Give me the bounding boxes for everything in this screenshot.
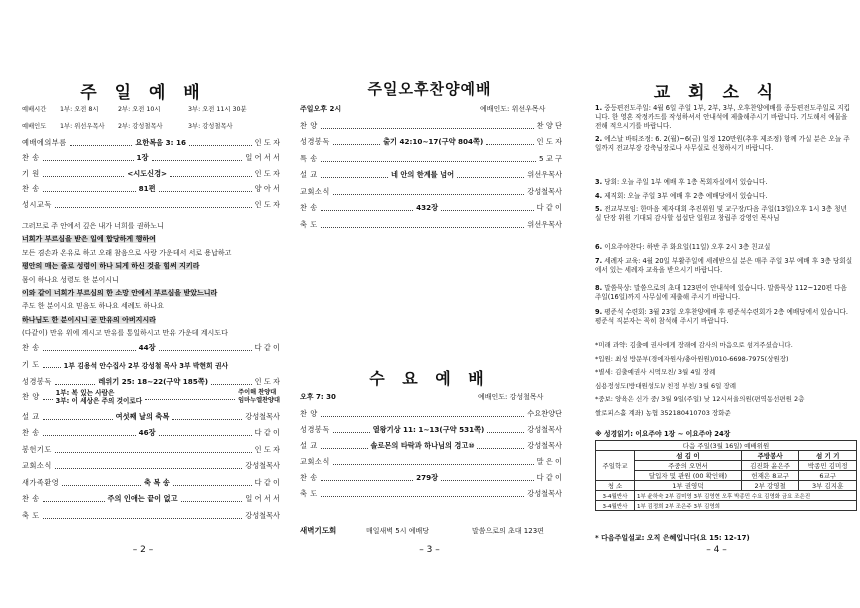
order-row xyxy=(300,472,562,483)
worship-leader-3: 3부: 강성철목사 xyxy=(188,123,233,130)
order-content: 솔로몬의 타락과 하나님의 경고⑩ xyxy=(370,440,475,450)
order-role: 위선우목사 xyxy=(527,170,563,179)
order-role: 강성철목사 xyxy=(245,411,280,421)
order-row xyxy=(22,184,280,195)
order-content: 432장 xyxy=(416,203,439,212)
order-row xyxy=(300,120,562,131)
responsive-reading-line: 하나님도 한 분이시니 곧 만유의 아버지시라 xyxy=(22,315,156,324)
table-cell: 달입자 및 관원 (00 확인해) xyxy=(635,471,742,481)
sunday-afternoon-title: 주일오후찬양예배 xyxy=(367,80,492,98)
order-row-prayer: 기 도 1부 김용석 안수집사 2부 강성철 목사 3부 박현희 권사 xyxy=(22,359,229,370)
order-label: 봉헌기도 xyxy=(22,444,52,454)
order-row xyxy=(22,137,280,148)
order-content: <시도신경> xyxy=(127,168,168,178)
order-content: 1장 xyxy=(136,153,149,162)
notice-extra: 쌀로피스홀 계좌) 농협 352180410703 장화준 xyxy=(595,408,731,417)
order-label: 찬 송 xyxy=(22,184,40,193)
order-label: 설 교 xyxy=(300,440,318,450)
order-content: 279장 xyxy=(416,472,439,482)
table-row-key: 청 소 xyxy=(596,481,635,491)
order-row xyxy=(300,153,562,164)
order-role: 다 같 이 xyxy=(254,428,280,437)
order-content: 여섯째 날의 축복 xyxy=(115,411,170,421)
table-cell: 1부 김정희 2부 조은주 3부 김영희 xyxy=(635,501,857,511)
notice-extra: *중보: 양육은 신가 중/ 3월 9일(주일) 낮 12시서울의원(편역동선편원 2층 xyxy=(595,395,805,403)
order-content: 46장 xyxy=(138,428,156,437)
table-header: 주방봉사 xyxy=(741,451,799,461)
order-role: 강성철목사 xyxy=(527,440,562,450)
order-label: 축 도 xyxy=(300,488,318,498)
order-label: 예배에의부름 xyxy=(22,137,67,147)
notice-item: 3. 당회: 오늘 주일 1부 예배 후 1층 목회자실에서 있습니다. xyxy=(595,178,768,186)
order-label: 교회소식 xyxy=(300,456,330,466)
order-content: 주의 인애는 끝이 없고 xyxy=(107,494,178,503)
order-row xyxy=(300,424,562,435)
notice-item: 9. 평준석 수련회: 3월 23일 오후찬양예배 후 평준석수련회가 2층 예배당에서 있습니다. 평준석 직분자는 꼭히 참석해 주시기 바랍니다. xyxy=(595,308,848,326)
order-label: 교회소식 xyxy=(300,186,330,196)
order-row xyxy=(22,428,280,439)
order-row: 찬 송 44장 다 같 이 xyxy=(22,342,280,352)
bulletin-page-2 xyxy=(0,0,286,608)
order-row-choir: 찬 양 1부: 복 있는 사람은 3부: 이 세상은 주의 것이로다 주이해 찬양대 임마누엘찬양대 xyxy=(22,388,280,405)
page-number: – 2 – xyxy=(132,545,154,555)
order-label: 성경봉독 xyxy=(300,424,330,434)
order-role: 다 같 이 xyxy=(536,472,562,482)
responsive-reading-line: 이와 같이 너희가 부르심의 한 소망 안에서 부르심을 받았느니라 xyxy=(22,289,218,297)
table-row-key: 주일학교 xyxy=(596,451,635,481)
table-cell: 1부 권영덕 xyxy=(635,481,742,491)
table-row-key: 3-4월반사 xyxy=(596,491,635,501)
notice-extra: *입원: 최성 방문부(경에자원사/충아원원)/010-6698-7975(상원장) xyxy=(595,354,789,363)
order-row xyxy=(300,488,562,499)
worship-time-1: 1부: 오전 8시 xyxy=(60,106,99,113)
order-row xyxy=(22,199,280,210)
order-role: 찬 양 단 xyxy=(536,120,562,130)
order-row xyxy=(300,456,562,467)
order-row: 성경봉독 레위기 25: 18~22(구약 185쪽) 인 도 자 xyxy=(22,376,280,386)
order-role: 다 같 이 xyxy=(254,477,280,487)
table-header: 섬 김 이 xyxy=(635,451,742,461)
order-role: 인 도 자 xyxy=(536,137,563,146)
worship-leader-1: 1부: 위선우목사 xyxy=(60,123,105,130)
order-role: 일 어 서 서 xyxy=(245,153,281,162)
page-number: – 4 – xyxy=(706,545,727,555)
table-cell: 박종민 김미정 xyxy=(799,461,857,471)
worship-committee-table xyxy=(595,440,857,511)
order-role: 인 도 자 xyxy=(254,444,280,454)
order-label: 축 도 xyxy=(300,219,318,229)
order-label: 축 도 xyxy=(22,510,40,520)
order-role: 강성철목사 xyxy=(527,488,562,498)
order-role: 인 도 자 xyxy=(254,168,280,178)
order-row xyxy=(22,168,280,179)
order-row xyxy=(300,170,562,181)
notice-item: 6. 이요주야찬다: 하반 주 화요일(11일) 오후 2시 3층 친교실 xyxy=(595,243,771,251)
worship-leader-2: 2부: 강성철목사 xyxy=(118,123,163,130)
notice-item: 7. 세례자 교육: 4월 20일 부활주일에 세례받으실 분은 매주 주일 3부 예배 후 3층 당회실에서 있는 세례자 교육을 받으시기 바랍니다. xyxy=(595,257,853,275)
table-cell: 주중의 오면서 xyxy=(635,461,742,471)
order-row xyxy=(22,411,280,422)
order-role: 위선우목사 xyxy=(527,219,562,229)
responsive-reading-line: (다같이) 만유 위에 계시고 만유를 통일하시고 만유 가운데 계시도다 xyxy=(22,329,228,338)
church-news-title: 교 회 소 식 xyxy=(653,83,780,103)
order-content: 축 복 송 xyxy=(143,477,170,487)
table-cell: 2부 강영철 xyxy=(741,481,799,491)
dawn-prayer-text: 말씀으로의 초대 123편 xyxy=(472,527,544,535)
order-role: 수요찬양단 xyxy=(527,408,562,418)
order-row xyxy=(300,137,562,148)
notice-item: 2. 에스날 바티조정: 6. 2(월)~6(금) 일정 120만원(추후 제조정) 함께 가실 분은 오늘 주일까지 전교부장 강축님장로나 사무실로 신청하시기 바랍니다. xyxy=(595,135,850,153)
order-label: 찬 양 xyxy=(300,408,318,418)
order-row xyxy=(300,203,562,214)
order-row xyxy=(22,477,280,488)
order-label: 설 교 xyxy=(22,411,40,421)
order-row xyxy=(300,186,562,197)
worship-time-3: 3부: 오전 11시 30분 xyxy=(188,106,247,113)
responsive-reading-line: 평안의 매는 줄로 성령이 하나 되게 하신 것을 힘써 지키라 xyxy=(22,262,200,271)
table-row-key: 3-4월반사 xyxy=(596,501,635,511)
notice-extra: *별세: 김출예권사 시먹모친/ 3월 4일 장례 xyxy=(595,368,716,376)
order-label: 교회소식 xyxy=(22,461,52,470)
order-label: 기 원 xyxy=(22,168,40,178)
responsive-reading-line: 몸이 하나요 성령도 한 분이시니 xyxy=(22,275,119,284)
wednesday-time: 오후 7: 30 xyxy=(300,393,336,401)
order-label: 찬 송 xyxy=(300,203,318,212)
order-row xyxy=(22,510,280,521)
dawn-prayer-label: 새벽기도회 xyxy=(300,526,337,535)
order-label: 설 교 xyxy=(300,170,318,179)
responsive-reading-line: 모든 겸손과 온유로 하고 오래 참음으로 사랑 가운데서 서로 용납하고 xyxy=(22,248,232,257)
order-content: 출기 42:10~17(구약 804쪽) xyxy=(383,137,484,146)
order-role: 강성철목사 xyxy=(527,424,562,434)
order-role: 5 교 구 xyxy=(538,153,562,163)
order-row xyxy=(22,494,280,505)
order-label: 찬 송 xyxy=(22,428,40,437)
page-number: – 3 – xyxy=(419,545,440,555)
notice-item: 1. 중등편전도주일: 4월 6일 주일 1부, 2부, 3부, 오후찬양예배를 종등편전도주일로 지킵니다. 한 영혼 작정카드를 작성하셔서 안내석에 제출해주시기 바랍니다. 기도해서 예물을 전해 적으시기를 바랍니다. xyxy=(595,104,851,131)
order-row xyxy=(22,153,280,164)
order-role: 인 도 자 xyxy=(254,137,281,147)
order-content: 열왕기상 11: 1~13(구약 531쪽) xyxy=(372,424,485,434)
bulletin-page-4 xyxy=(573,0,860,608)
table-cell: 6교구 xyxy=(799,471,857,481)
responsive-reading-line: 그러므로 주 안에서 깊은 내가 너희를 권하노니 xyxy=(22,222,164,230)
table-header: 섬 기 기 xyxy=(799,451,857,461)
order-role: 강성철목사 xyxy=(245,461,280,470)
sunday-worship-title: 주 일 예 배 xyxy=(80,83,206,103)
order-content: 81편 xyxy=(138,184,156,193)
order-role: 인 도 자 xyxy=(254,199,280,209)
wednesday-worship-title: 수 요 예 배 xyxy=(369,369,490,388)
order-content: 네 안의 한계를 넘어 xyxy=(390,170,455,179)
responsive-reading-line: 주도 한 분이시요 믿음도 하나요 세례도 하나요 xyxy=(22,302,164,311)
order-row xyxy=(300,219,562,230)
order-row xyxy=(300,408,562,419)
afternoon-time: 주일오후 2시 xyxy=(300,105,342,113)
order-content: 요한복음 3: 16 xyxy=(135,137,186,147)
order-label: 찬 양 xyxy=(300,120,318,130)
order-row xyxy=(22,444,280,455)
notice-item: 5. 전교부모임: 한마음 제자대회 추진위원 및 교구장/다음 주일(13일)오후 1시 3층 청년실 단장 위원 기대되 감사할 섭섭단 일원교 창립주 강영인 목사님 xyxy=(595,205,847,223)
order-role: 강성철목사 xyxy=(527,186,562,196)
notice-extra: *미래 과약: 김출예 권사에게 장래에 감사의 마음으로 섬겨주셨습니다. xyxy=(595,341,793,349)
next-sermon: * 다음주일설교: 오직 은혜입니다(요 15: 12-17) xyxy=(595,534,750,542)
afternoon-leader: 예배인도: 위선우목사 xyxy=(480,105,546,113)
order-label: 성경봉독 xyxy=(300,137,330,146)
bulletin-page-3 xyxy=(286,0,573,608)
order-role: 일 어 서 서 xyxy=(245,494,280,503)
order-row xyxy=(22,461,280,472)
order-label: 특 송 xyxy=(300,153,318,163)
responsive-reading-line: 너희가 부르심을 받은 일에 합당하게 행하여 xyxy=(22,235,156,244)
order-label: 찬 송 xyxy=(300,472,318,482)
notice-extra: 심용정성도(방대원성도)/ 친정 부친/ 3월 6일 장례 xyxy=(595,381,737,390)
table-cell: 3부 김지훈 xyxy=(799,481,857,491)
order-label: 새가족환영 xyxy=(22,477,60,487)
worship-time-2: 2부: 오전 10시 xyxy=(118,106,161,113)
bible-reading: ※ 성경읽기: 이요주야 1장 ~ 이요주야 24장 xyxy=(595,430,731,438)
table-cell: 김진화 윤은주 xyxy=(741,461,799,471)
table-cell: 1부 윤하숙 2부 김미영 3부 김영현 오후 박종민 수요 김영화 금요 조은진 xyxy=(635,491,857,501)
order-role: 양 아 서 xyxy=(254,184,280,193)
table-title: 다음 주일(3월 16일) 예배위원 xyxy=(596,441,857,451)
order-label: 성시교독 xyxy=(22,199,52,209)
notice-item: 4. 제직회: 오늘 주일 3부 예배 후 2층 예배당에서 있습니다. xyxy=(595,192,768,200)
order-role: 말 은 이 xyxy=(536,456,562,466)
order-label: 찬 송 xyxy=(22,153,40,162)
order-row xyxy=(300,440,562,451)
notice-item: 8. 말씀묵상: 말씀으로의 초대 123편이 안내석에 있습니다. 말씀묵상 112~120편 다음 주일(16일)까지 사무실에 제출해 주시기 바랍니다. xyxy=(595,284,847,302)
order-role: 다 같 이 xyxy=(536,203,562,212)
wednesday-leader: 예배인도: 강성철목사 xyxy=(478,393,544,401)
order-label: 찬 송 xyxy=(22,494,40,503)
table-cell: 헌재은 8교구 xyxy=(741,471,799,481)
order-role: 강성철목사 xyxy=(245,510,280,520)
worship-times-label: 예배시간 xyxy=(22,106,47,113)
worship-leaders-label: 예배인도 xyxy=(22,123,47,130)
dawn-prayer-time: 매일새벽 5시 예배당 xyxy=(366,527,429,535)
